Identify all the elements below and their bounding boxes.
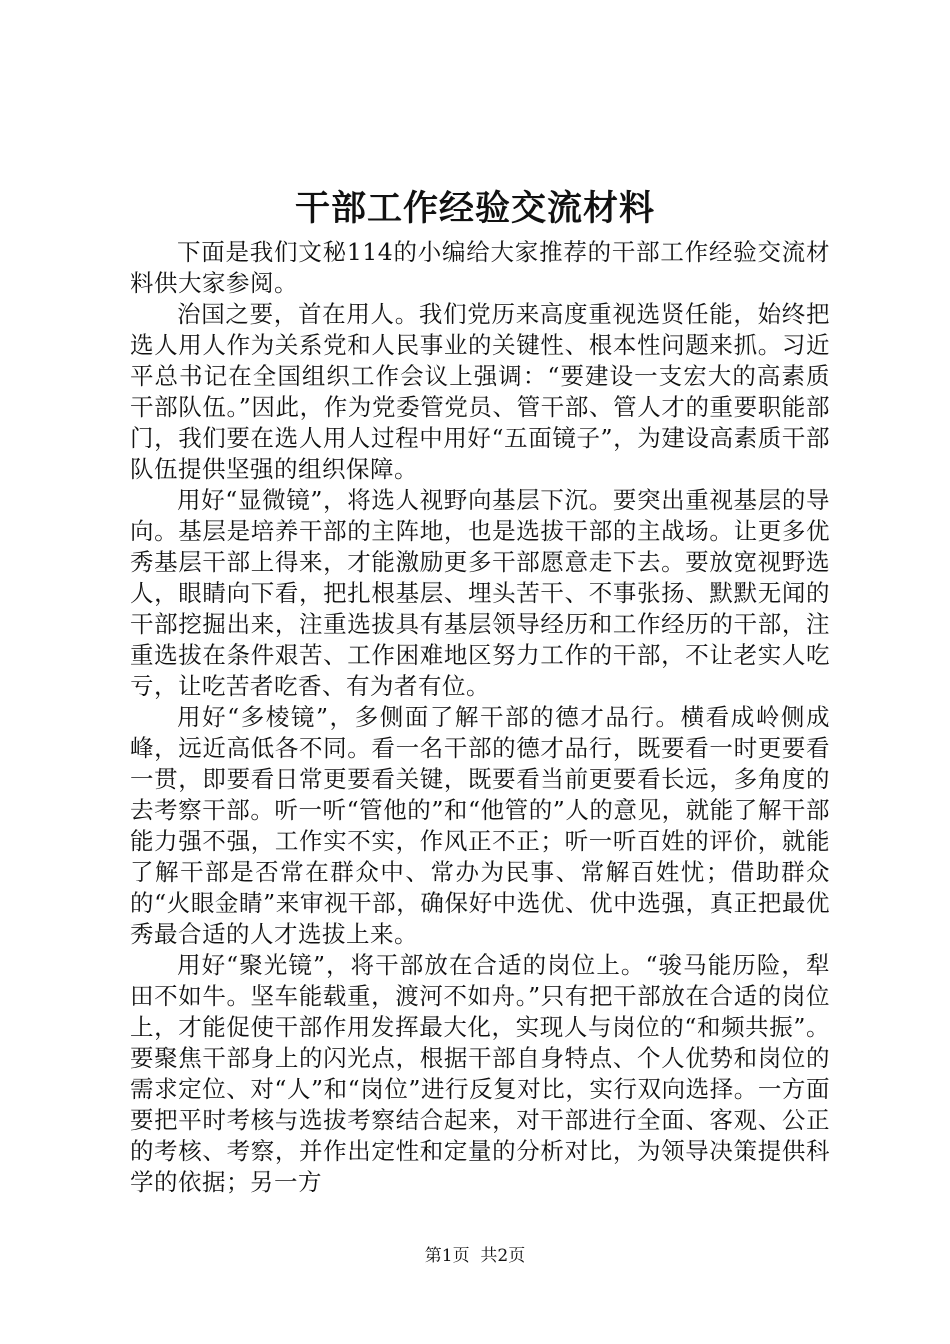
paragraph-2: 用好“显微镜”，将选人视野向基层下沉。要突出重视基层的导向。基层是培养干部的主阵地，也是选拔干部的主战场。让更多优秀基层干部上得来，才能激励更多干部愿意走下去。要放宽视野选人，眼睛向下看，把扎根基层、埋头苦干、不事张扬、默默无闻的干部挖掘出来，注重选拔具有基层领导经历和工作经历的干部，注重选拔在条件艰苦、工作困难地区努力工作的干部，不让老实人吃亏，让吃苦者吃香、有为者有位。 bbox=[130, 486, 830, 700]
footer-spacer bbox=[470, 1246, 481, 1266]
document-body bbox=[130, 237, 830, 1198]
page-total: 共2页 bbox=[480, 1246, 526, 1266]
page-footer bbox=[0, 1244, 950, 1268]
document-title: 干部工作经验交流材料 bbox=[294, 188, 655, 229]
page-number: 第1页 bbox=[424, 1246, 470, 1266]
paragraph-intro: 下面是我们文秘114的小编给大家推荐的干部工作经验交流材料供大家参阅。 bbox=[130, 238, 830, 297]
paragraph-4: 用好“聚光镜”，将干部放在合适的岗位上。“骏马能历险，犁田不如牛。坚车能载重，渡河不如舟。”只有把干部放在合适的岗位上，才能促使干部作用发挥最大化，实现人与岗位的“和频共振”。要聚焦干部身上的闪光点，根据干部自身特点、个人优势和岗位的需求定位、对“人”和“岗位”进行反复对比，实行双向选择。一方面要把平时考核与选拔考察结合起来，对干部进行全面、客观、公正的考核、考察，并作出定性和定量的分析对比，为领导决策提供科学的依据；另一方 bbox=[130, 951, 830, 1196]
paragraph-3: 用好“多棱镜”，多侧面了解干部的德才品行。横看成岭侧成峰，远近高低各不同。看一名干部的德才品行，既要看一时更要看一贯，即要看日常更要看关键，既要看当前更要看长远，多角度的去考察干部。听一听“管他的”和“他管的”人的意见，就能了解干部能力强不强，工作实不实，作风正不正；听一听百姓的评价，就能了解干部是否常在群众中、常办为民事、常解百姓忧；借助群众的“火眼金睛”来审视干部，确保好中选优、优中选强，真正把最优秀最合适的人才选拔上来。 bbox=[130, 703, 830, 948]
paragraph-1: 治国之要，首在用人。我们党历来高度重视选贤任能，始终把选人用人作为关系党和人民事业的关键性、根本性问题来抓。习近平总书记在全国组织工作会议上强调：“要建设一支宏大的高素质干部队伍。”因此，作为党委管党员、管干部、管人才的重要职能部门，我们要在选人用人过程中用好“五面镜子”，为建设高素质干部队伍提供坚强的组织保障。 bbox=[130, 300, 830, 483]
